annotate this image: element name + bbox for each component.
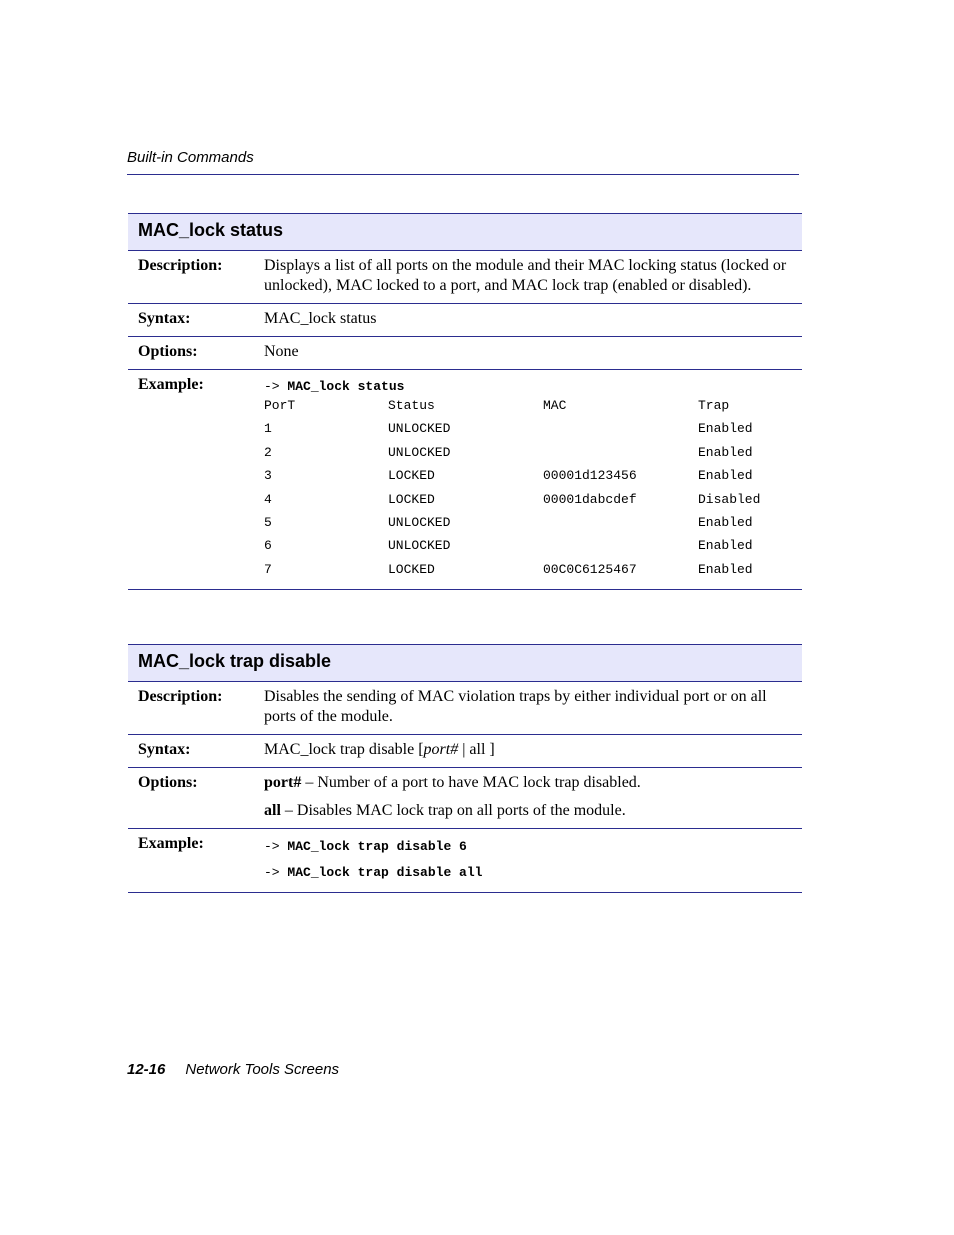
trap-cell: Disabled: [698, 491, 761, 507]
page-footer: [127, 1061, 339, 1078]
syntax-row: [128, 304, 802, 337]
port-cell: 6: [264, 538, 272, 554]
syntax-label: Syntax:: [128, 735, 264, 768]
syntax-label: Syntax:: [128, 304, 264, 337]
example-command: MAC_lock status: [287, 379, 405, 394]
output-header-cell: MAC: [543, 398, 567, 413]
output-row: [264, 538, 760, 561]
syntax-text: MAC_lock status: [264, 304, 802, 337]
running-header: Built-in Commands: [127, 149, 254, 166]
status-cell: LOCKED: [388, 491, 435, 507]
description-row: [128, 682, 802, 735]
chapter-title: Network Tools Screens: [185, 1061, 340, 1078]
output-row: [264, 468, 760, 491]
section-title: MAC_lock status: [128, 214, 802, 251]
example-command-line: [264, 376, 794, 398]
output-header-cell: Trap: [698, 398, 730, 413]
option-term: all: [264, 802, 281, 819]
option-term: port#: [264, 774, 302, 791]
output-header-cell: Status: [388, 398, 435, 413]
example-output-table: [264, 398, 760, 585]
description-label: Description:: [128, 682, 264, 735]
prompt: ->: [264, 379, 280, 394]
prompt: ->: [264, 839, 280, 854]
trap-cell: Enabled: [698, 514, 753, 530]
mac-cell: [543, 421, 698, 444]
port-cell: 3: [264, 468, 272, 484]
header-rule: [127, 174, 799, 175]
option-item: [264, 801, 794, 821]
output-header-cell: PorT: [264, 398, 296, 413]
options-row: [128, 337, 802, 370]
mac-cell: 00001dabcdef: [543, 491, 637, 507]
command-table-mac-lock-trap-disable: [128, 644, 802, 893]
status-cell: LOCKED: [388, 561, 435, 577]
trap-cell: Enabled: [698, 538, 753, 554]
example-command-line: [264, 834, 794, 860]
example-label: Example:: [128, 829, 264, 893]
output-row: [264, 421, 760, 444]
output-row: [264, 562, 760, 585]
status-cell: UNLOCKED: [388, 538, 451, 554]
options-label: Options:: [128, 768, 264, 829]
output-row: [264, 492, 760, 515]
trap-cell: Enabled: [698, 421, 753, 437]
status-cell: UNLOCKED: [388, 514, 451, 530]
port-cell: 2: [264, 444, 272, 460]
mac-cell: [543, 538, 698, 561]
section-title: MAC_lock trap disable: [128, 645, 802, 682]
prompt: ->: [264, 865, 280, 880]
description-label: Description:: [128, 251, 264, 304]
example-command-line: [264, 860, 794, 886]
status-cell: UNLOCKED: [388, 444, 451, 460]
mac-cell: 00C0C6125467: [543, 561, 637, 577]
syntax-suffix: | all ]: [458, 741, 495, 758]
port-cell: 7: [264, 561, 272, 577]
output-row: [264, 515, 760, 538]
syntax-param: port#: [423, 741, 459, 758]
mac-cell: [543, 515, 698, 538]
trap-cell: Enabled: [698, 468, 753, 484]
syntax-prefix: MAC_lock trap disable [: [264, 741, 424, 758]
trap-cell: Enabled: [698, 444, 753, 460]
option-text: – Number of a port to have MAC lock trap disabled.: [301, 774, 641, 791]
description-text: Displays a list of all ports on the module and their MAC locking status (locked or unlocked), MAC locked to a port, and MAC lock trap (enabled or disabled).: [264, 251, 802, 304]
command-table-mac-lock-status: [128, 213, 802, 590]
output-header-row: [264, 398, 760, 421]
trap-cell: Enabled: [698, 561, 753, 577]
option-item: [264, 773, 794, 793]
example-row: [128, 370, 802, 590]
mac-cell: 00001d123456: [543, 468, 637, 484]
example-command: MAC_lock trap disable all: [287, 865, 483, 880]
option-text: – Disables MAC lock trap on all ports of the module.: [280, 802, 626, 819]
example-command: MAC_lock trap disable 6: [287, 839, 467, 854]
page-number: 12-16: [127, 1061, 166, 1078]
options-row: [128, 768, 802, 829]
mac-cell: [543, 445, 698, 468]
example-label: Example:: [128, 370, 264, 590]
status-cell: UNLOCKED: [388, 421, 451, 437]
description-text: Disables the sending of MAC violation traps by either individual port or on all ports of the module.: [264, 682, 802, 735]
syntax-row: [128, 735, 802, 768]
description-row: [128, 251, 802, 304]
status-cell: LOCKED: [388, 468, 435, 484]
syntax-text: [264, 735, 802, 768]
port-cell: 1: [264, 421, 272, 437]
options-label: Options:: [128, 337, 264, 370]
example-row: [128, 829, 802, 893]
options-text: None: [264, 337, 802, 370]
port-cell: 5: [264, 514, 272, 530]
port-cell: 4: [264, 491, 272, 507]
output-row: [264, 445, 760, 468]
